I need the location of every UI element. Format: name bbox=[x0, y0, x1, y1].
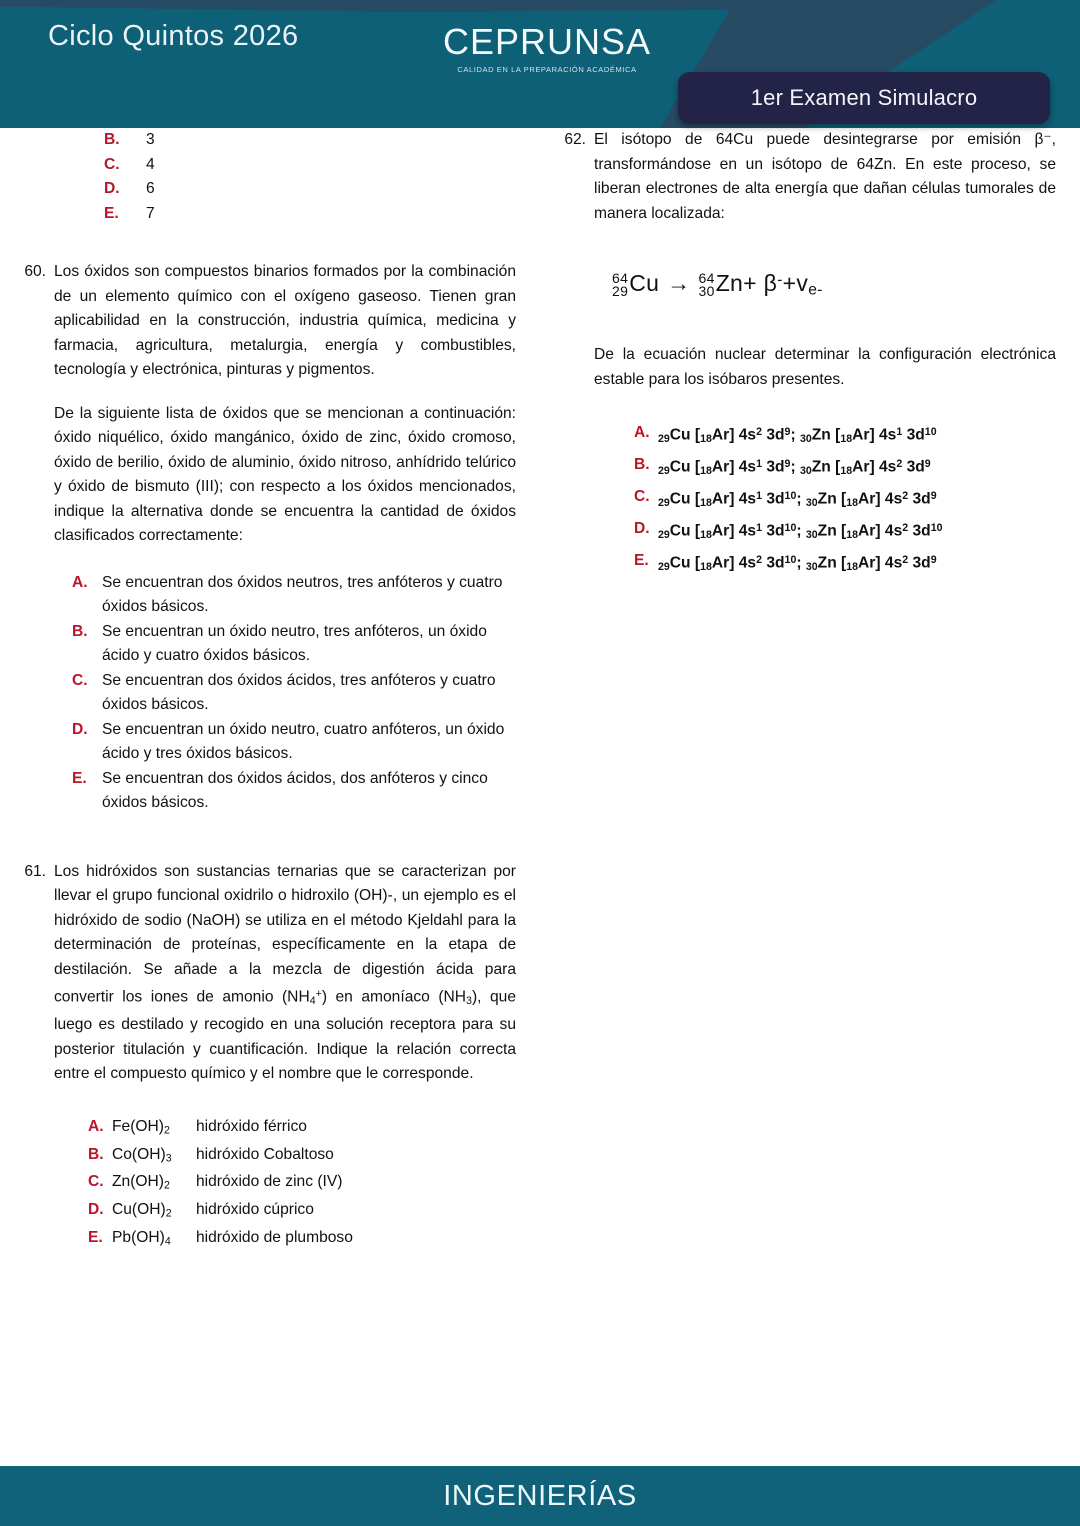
option-name: hidróxido de zinc (IV) bbox=[196, 1173, 343, 1191]
zn-d-label: 3d bbox=[902, 458, 925, 476]
option-formula-subscript: 2 bbox=[163, 1124, 170, 1137]
ar-atomic-number: 18 bbox=[700, 528, 712, 541]
option-name: hidróxido Cobaltoso bbox=[196, 1145, 334, 1163]
zn-d-label: 3d bbox=[902, 426, 925, 444]
option-letter: B. bbox=[88, 1145, 104, 1163]
right-column bbox=[556, 128, 1056, 579]
separator: ; bbox=[796, 554, 806, 572]
option-text: Se encuentran un óxido neutro, tres anfóteros, un óxido ácido y cuatro óxidos básicos. bbox=[102, 622, 487, 664]
zn-ar-atomic-number: 18 bbox=[846, 560, 859, 573]
zn-atomic-number: 30 bbox=[805, 496, 818, 509]
question-60 bbox=[16, 260, 516, 549]
option-letter: D. bbox=[634, 519, 650, 537]
isotope-zn-numbers bbox=[698, 269, 715, 299]
cu-atomic-number: 29 bbox=[658, 528, 670, 541]
separator: ; bbox=[796, 490, 806, 508]
neutrino-symbol: +v bbox=[782, 270, 809, 296]
zn-atomic-number: 30 bbox=[805, 560, 818, 573]
reaction-arrow-icon: → bbox=[667, 270, 691, 296]
zn-ar-atomic-number: 18 bbox=[846, 528, 859, 541]
separator: ; bbox=[796, 522, 806, 540]
option-text bbox=[112, 1226, 516, 1254]
zn-ar-config: Ar] 4s bbox=[852, 458, 897, 476]
neutrino-subscript: e- bbox=[808, 281, 823, 299]
option-letter: C. bbox=[634, 488, 650, 505]
option-letter: B. bbox=[104, 131, 120, 148]
option-letter: A. bbox=[88, 1117, 104, 1135]
option-name: hidróxido cúprico bbox=[196, 1201, 314, 1219]
ar-config: Ar] 4s bbox=[711, 554, 757, 572]
question-number: 61. bbox=[24, 862, 46, 880]
list-item[interactable] bbox=[88, 1170, 516, 1198]
beta-charge: - bbox=[777, 271, 783, 289]
option-formula-subscript: 2 bbox=[163, 1179, 170, 1192]
zn-s-exponent: 1 bbox=[896, 426, 903, 439]
cu-d-label: 3d bbox=[762, 426, 785, 444]
cu-d-exponent: 9 bbox=[784, 426, 791, 439]
ar-atomic-number: 18 bbox=[700, 465, 712, 477]
ar-config: Ar] 4s bbox=[711, 522, 757, 540]
zn-d-label: 3d bbox=[908, 490, 931, 508]
ar-config: Ar] 4s bbox=[711, 426, 757, 444]
zn-config: Zn [ bbox=[817, 554, 847, 572]
option-text: Se encuentran un óxido neutro, cuatro anfóteros, un óxido ácido y tres óxidos básicos. bbox=[102, 720, 505, 762]
option-text: 4 bbox=[146, 155, 155, 173]
option-text: 3 bbox=[146, 131, 155, 148]
list-item[interactable] bbox=[634, 516, 1056, 548]
option-letter: B. bbox=[72, 622, 88, 640]
list-item[interactable] bbox=[634, 484, 1056, 516]
zn-ar-atomic-number: 18 bbox=[840, 465, 853, 477]
cu-config: Cu [ bbox=[669, 490, 701, 508]
option-formula: Fe(OH) bbox=[112, 1117, 164, 1135]
option-name: hidróxido de plumboso bbox=[196, 1229, 353, 1247]
cu-atomic-number: 29 bbox=[658, 465, 670, 477]
zn-s-exponent: 2 bbox=[902, 553, 909, 566]
option-letter: E. bbox=[104, 204, 119, 222]
option-text: 6 bbox=[146, 180, 155, 197]
zn-ar-config: Ar] 4s bbox=[852, 426, 897, 444]
question-body bbox=[54, 260, 516, 549]
question-number: 62. bbox=[564, 131, 586, 148]
option-letter: D. bbox=[88, 1201, 104, 1219]
mass-number: 64 bbox=[698, 269, 715, 286]
zn-d-exponent: 10 bbox=[930, 521, 943, 534]
question-number-spacer bbox=[556, 343, 594, 392]
zn-d-label: 3d bbox=[908, 554, 931, 572]
option-letter: C. bbox=[104, 155, 120, 173]
option-letter: A. bbox=[634, 424, 650, 442]
question-61-option-list bbox=[16, 1115, 516, 1254]
option-text bbox=[658, 548, 1056, 580]
cu-s-exponent: 1 bbox=[756, 458, 763, 471]
option-text bbox=[112, 1143, 516, 1171]
list-item[interactable] bbox=[72, 718, 510, 767]
option-letter: D. bbox=[72, 720, 88, 738]
element-symbol-zn: Zn+ bbox=[715, 270, 757, 296]
ar-atomic-number: 18 bbox=[700, 433, 712, 446]
cu-config: Cu [ bbox=[669, 426, 701, 444]
option-letter: B. bbox=[634, 456, 650, 474]
zn-s-exponent: 2 bbox=[902, 490, 909, 502]
atomic-number: 30 bbox=[698, 282, 715, 299]
cu-d-exponent: 10 bbox=[784, 553, 797, 566]
zn-d-exponent: 9 bbox=[930, 490, 937, 502]
list-item[interactable] bbox=[634, 548, 1056, 580]
exam-title-badge bbox=[678, 72, 1050, 124]
question-paragraph: Los hidróxidos son sustancias ternarias que se caracterizan por llevar el grupo funcional oxidrilo o hidroxilo (OH)-, un ejemplo es el hidróxido de sodio (NaOH) se utiliza en el método Kjeldahl para la determinación de proteínas, específicamente en la etapa de destilación. Se añade a la mezcla de digestión ácida para convertir los iones de amonio $(NH_4^+)$ en amoníaco $(NH_3)$, que luego es destilado y recogido en una solución receptora para su posterior titulación y cuantificación. Indique la relación correcta entre el compuesto químico y el nombre que le corresponde. bbox=[54, 862, 516, 1083]
option-formula: Pb(OH) bbox=[112, 1229, 165, 1247]
option-letter: E. bbox=[72, 769, 87, 787]
mass-number: 64 bbox=[612, 269, 629, 286]
list-item[interactable] bbox=[88, 1143, 516, 1171]
ar-atomic-number: 18 bbox=[700, 560, 712, 573]
list-item[interactable] bbox=[72, 620, 510, 669]
logo-tagline: CALIDAD EN LA PREPARACIÓN ACADÉMICA bbox=[457, 65, 637, 74]
element-symbol-cu: Cu bbox=[629, 270, 660, 296]
isotope-cu-numbers bbox=[612, 269, 629, 299]
zn-d-exponent: 9 bbox=[924, 458, 931, 471]
zn-atomic-number: 30 bbox=[799, 433, 812, 446]
question-body bbox=[594, 128, 1056, 226]
question-number: 60. bbox=[24, 263, 46, 280]
zn-d-exponent: 9 bbox=[930, 553, 937, 566]
list-item[interactable] bbox=[104, 153, 516, 178]
list-item[interactable] bbox=[72, 767, 510, 816]
option-letter: D. bbox=[104, 180, 120, 197]
zn-config: Zn [ bbox=[811, 458, 841, 476]
cu-config: Cu [ bbox=[669, 554, 701, 572]
question-body bbox=[54, 860, 516, 1087]
nuclear-equation bbox=[556, 270, 1056, 299]
option-formula: Cu(OH) bbox=[112, 1201, 166, 1219]
cu-d-label: 3d bbox=[762, 458, 785, 476]
exam-title-label: 1er Examen Simulacro bbox=[750, 85, 978, 110]
question-60-option-list bbox=[16, 571, 516, 816]
cu-s-exponent: 2 bbox=[756, 426, 763, 439]
option-formula-subscript: 2 bbox=[165, 1207, 172, 1220]
left-column bbox=[16, 128, 516, 1254]
cu-d-exponent: 9 bbox=[784, 458, 791, 471]
cu-s-exponent: 2 bbox=[756, 553, 763, 566]
carryover-option-list bbox=[16, 128, 516, 226]
list-item[interactable] bbox=[104, 202, 516, 227]
question-paragraph: De la siguiente lista de óxidos que se mencionan a continuación: óxido niquélico, óxido mangánico, óxido de zinc, óxido cromoso, óxido de berilio, óxido de aluminio, óxido nitroso, anhídrido telúrico y óxido de bismuto (III); con respecto a los óxidos mencionados, indique la alternativa donde se encuentra la cantidad de óxidos clasificados correctamente: bbox=[54, 404, 516, 544]
list-item[interactable] bbox=[104, 128, 516, 153]
ar-config: Ar] 4s bbox=[711, 458, 757, 476]
zn-d-exponent: 10 bbox=[924, 426, 937, 439]
option-text: Se encuentran dos óxidos ácidos, dos anfóteros y cinco óxidos básicos. bbox=[102, 769, 488, 811]
option-letter: C. bbox=[72, 671, 88, 689]
cu-d-label: 3d bbox=[762, 554, 785, 572]
separator: ; bbox=[790, 458, 800, 476]
question-62 bbox=[556, 128, 1056, 226]
option-text bbox=[112, 1170, 516, 1198]
list-item[interactable] bbox=[72, 571, 510, 620]
list-item[interactable] bbox=[72, 669, 510, 718]
option-letter: C. bbox=[88, 1173, 104, 1191]
zn-ar-config: Ar] 4s bbox=[858, 490, 903, 508]
zn-s-exponent: 2 bbox=[902, 521, 909, 534]
option-formula-subscript: 4 bbox=[164, 1235, 171, 1248]
option-text bbox=[658, 516, 1056, 548]
option-letter: A. bbox=[72, 573, 88, 591]
cu-s-exponent: 1 bbox=[756, 521, 763, 534]
question-paragraph: El isótopo de 64Cu puede desintegrarse por emisión β⁻, transformándose en un isótopo de 64Zn. En este proceso, se liberan electrones de alta energía que dañan células tumorales de manera localizada: bbox=[594, 131, 1056, 222]
cu-atomic-number: 29 bbox=[658, 433, 670, 446]
cu-d-exponent: 10 bbox=[784, 521, 797, 534]
footer-area-label: INGENIERÍAS bbox=[443, 1479, 637, 1512]
option-name: hidróxido férrico bbox=[196, 1117, 307, 1135]
zn-atomic-number: 30 bbox=[805, 528, 818, 541]
option-text bbox=[658, 484, 1056, 516]
logo-wordmark: CEPRUNSA bbox=[442, 21, 652, 62]
list-item[interactable] bbox=[634, 452, 1056, 484]
zn-ar-atomic-number: 18 bbox=[840, 433, 853, 446]
list-item[interactable] bbox=[104, 177, 516, 202]
cu-config: Cu [ bbox=[669, 458, 701, 476]
option-formula-subscript: 3 bbox=[165, 1151, 172, 1164]
beta-particle: β bbox=[763, 270, 778, 296]
zn-d-label: 3d bbox=[908, 522, 931, 540]
cu-atomic-number: 29 bbox=[658, 560, 670, 573]
zn-ar-config: Ar] 4s bbox=[858, 554, 903, 572]
option-letter: E. bbox=[88, 1229, 103, 1247]
cu-d-exponent: 10 bbox=[784, 490, 797, 502]
cu-d-label: 3d bbox=[762, 490, 785, 508]
option-formula: Co(OH) bbox=[112, 1145, 166, 1163]
option-text: Se encuentran dos óxidos ácidos, tres anfóteros y cuatro óxidos básicos. bbox=[102, 671, 496, 713]
question-61 bbox=[16, 860, 516, 1087]
zn-config: Zn [ bbox=[811, 426, 841, 444]
option-text bbox=[658, 452, 1056, 484]
cu-config: Cu [ bbox=[669, 522, 701, 540]
option-text: 7 bbox=[146, 204, 155, 222]
question-paragraph: De la ecuación nuclear determinar la configuración electrónica estable para los isóbaros presentes. bbox=[594, 346, 1056, 388]
zn-ar-config: Ar] 4s bbox=[858, 522, 903, 540]
question-paragraph: Los óxidos son compuestos binarios formados por la combinación de un elemento químico con el oxígeno gaseoso. Tienen gran aplicabilidad en la construcción, industria química, medicina y farmacia, agricultura, metalurgia, energía y combustibles, tecnología y electrónica, pinturas y pigmentos. bbox=[54, 263, 516, 378]
cu-s-exponent: 1 bbox=[756, 490, 763, 502]
option-text: Se encuentran dos óxidos neutros, tres anfóteros y cuatro óxidos básicos. bbox=[102, 573, 503, 615]
zn-atomic-number: 30 bbox=[799, 465, 812, 477]
list-item[interactable] bbox=[634, 420, 1056, 452]
separator: ; bbox=[790, 426, 800, 444]
question-62-followup bbox=[556, 343, 1056, 392]
zn-s-exponent: 2 bbox=[896, 458, 903, 471]
atomic-number: 29 bbox=[612, 282, 629, 299]
option-text bbox=[658, 420, 1056, 452]
option-letter: E. bbox=[634, 551, 649, 569]
ar-config: Ar] 4s bbox=[711, 490, 757, 508]
list-item[interactable] bbox=[88, 1198, 516, 1226]
cycle-title: Ciclo Quintos 2026 bbox=[48, 20, 299, 52]
zn-ar-atomic-number: 18 bbox=[846, 496, 859, 509]
ar-atomic-number: 18 bbox=[700, 496, 712, 509]
page-footer bbox=[0, 1466, 1080, 1526]
cu-atomic-number: 29 bbox=[658, 496, 670, 509]
option-text bbox=[112, 1198, 516, 1226]
page-content bbox=[0, 128, 1080, 1466]
question-62-option-list bbox=[556, 420, 1056, 579]
question-body bbox=[594, 343, 1056, 392]
ceprunsa-logo bbox=[432, 21, 662, 74]
cu-d-label: 3d bbox=[762, 522, 785, 540]
list-item[interactable] bbox=[88, 1226, 516, 1254]
list-item[interactable] bbox=[88, 1115, 516, 1143]
zn-config: Zn [ bbox=[817, 522, 847, 540]
zn-config: Zn [ bbox=[817, 490, 847, 508]
option-formula: Zn(OH) bbox=[112, 1173, 164, 1191]
option-text bbox=[112, 1115, 516, 1143]
